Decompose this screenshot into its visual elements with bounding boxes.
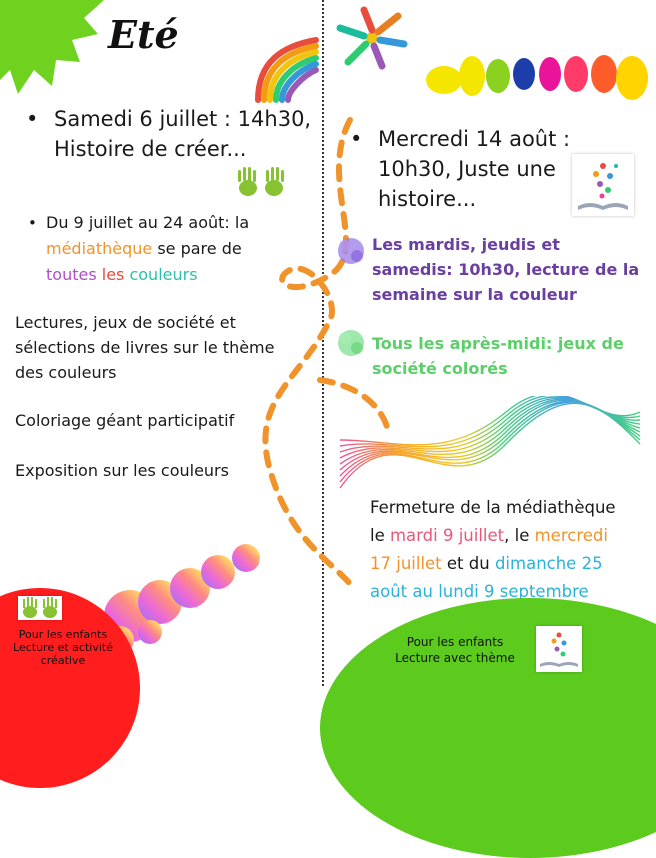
badge-right-line1: Pour les enfants xyxy=(406,635,504,649)
badge-hands-sticker xyxy=(18,596,62,620)
closing-line2 xyxy=(370,522,650,550)
page-title: Eté xyxy=(108,12,179,57)
closing-le1: le xyxy=(370,526,390,545)
reading-line3: semaine sur la couleur xyxy=(372,285,577,304)
activities-line1: Lectures, jeux de société et xyxy=(15,313,236,332)
children-activity-text xyxy=(0,628,126,667)
reading-line1: Les mardis, jeudis et xyxy=(372,235,560,254)
coloriage-text: Coloriage géant participatif xyxy=(15,411,235,430)
event-saturday-line1: Samedi 6 juillet : 14h30, xyxy=(54,107,312,131)
activities-line3: des couleurs xyxy=(15,363,117,382)
summer-colors-line1: Du 9 juillet au 24 août: la xyxy=(46,213,250,232)
games-schedule xyxy=(372,331,652,381)
children-reading-text xyxy=(380,634,530,666)
open-book-icon xyxy=(536,626,582,672)
closing-date2a: mercredi xyxy=(534,526,608,545)
bullet-dot: • xyxy=(350,127,363,151)
bullet-dot: • xyxy=(26,107,39,131)
closing-le2: , le xyxy=(504,526,535,545)
green-blot-icon xyxy=(334,326,368,360)
closing-et-du: et du xyxy=(441,554,495,573)
event-saturday-line2: Histoire de créer... xyxy=(54,137,247,161)
event-wednesday-line1: Mercredi 14 août : xyxy=(378,127,571,151)
paint-blobs-decoration xyxy=(424,52,650,106)
closing-line3 xyxy=(370,550,650,578)
exposition-text: Exposition sur les couleurs xyxy=(15,461,229,480)
summer-colors-line2 xyxy=(46,236,306,262)
se-pare-text: se pare de xyxy=(152,239,242,258)
closing-line1: Fermeture de la médiathèque xyxy=(370,498,616,517)
green-hands-icon xyxy=(18,596,62,620)
badge-left-line1: Pour les enfants xyxy=(18,628,108,641)
couleurs-word: couleurs xyxy=(129,265,198,284)
les-word: les xyxy=(101,265,130,284)
games-line2: société colorés xyxy=(372,359,508,378)
book-sticker xyxy=(572,154,634,216)
event-wednesday-line3: histoire... xyxy=(378,187,477,211)
activities-text xyxy=(15,310,315,385)
summer-colors-line3 xyxy=(46,262,306,288)
bullet-dot: • xyxy=(28,214,37,232)
rainbow-wave-decoration xyxy=(336,396,642,492)
badge-left-line3: créative xyxy=(40,654,86,667)
event-saturday xyxy=(26,104,324,164)
mediatheque-word: médiathèque xyxy=(46,239,153,258)
reading-line2: samedis: 10h30, lecture de la xyxy=(372,260,640,279)
closing-date3a: dimanche 25 xyxy=(494,554,603,573)
green-hands-icon xyxy=(234,166,290,200)
event-summer-colors xyxy=(28,210,306,288)
reading-schedule xyxy=(372,232,652,307)
closing-date3b: août au lundi 9 septembre xyxy=(370,582,589,601)
games-line1: Tous les après-midi: jeux de xyxy=(372,334,624,353)
badge-right-line2: Lecture avec thème xyxy=(395,651,515,665)
badge-book-sticker xyxy=(536,626,582,672)
closing-date1: mardi 9 juillet xyxy=(389,526,505,545)
activities-line2: sélections de livres sur le thème xyxy=(15,338,275,357)
toutes-word: toutes xyxy=(46,265,102,284)
event-wednesday-line2: 10h30, Juste une xyxy=(378,157,556,181)
open-book-icon xyxy=(572,154,634,216)
closing-notice xyxy=(370,494,650,606)
badge-left-line2: Lecture et activité xyxy=(13,641,113,654)
closing-date2b: 17 juillet xyxy=(370,554,442,573)
colorful-hands-icon xyxy=(334,6,410,70)
purple-blot-icon xyxy=(334,234,368,268)
